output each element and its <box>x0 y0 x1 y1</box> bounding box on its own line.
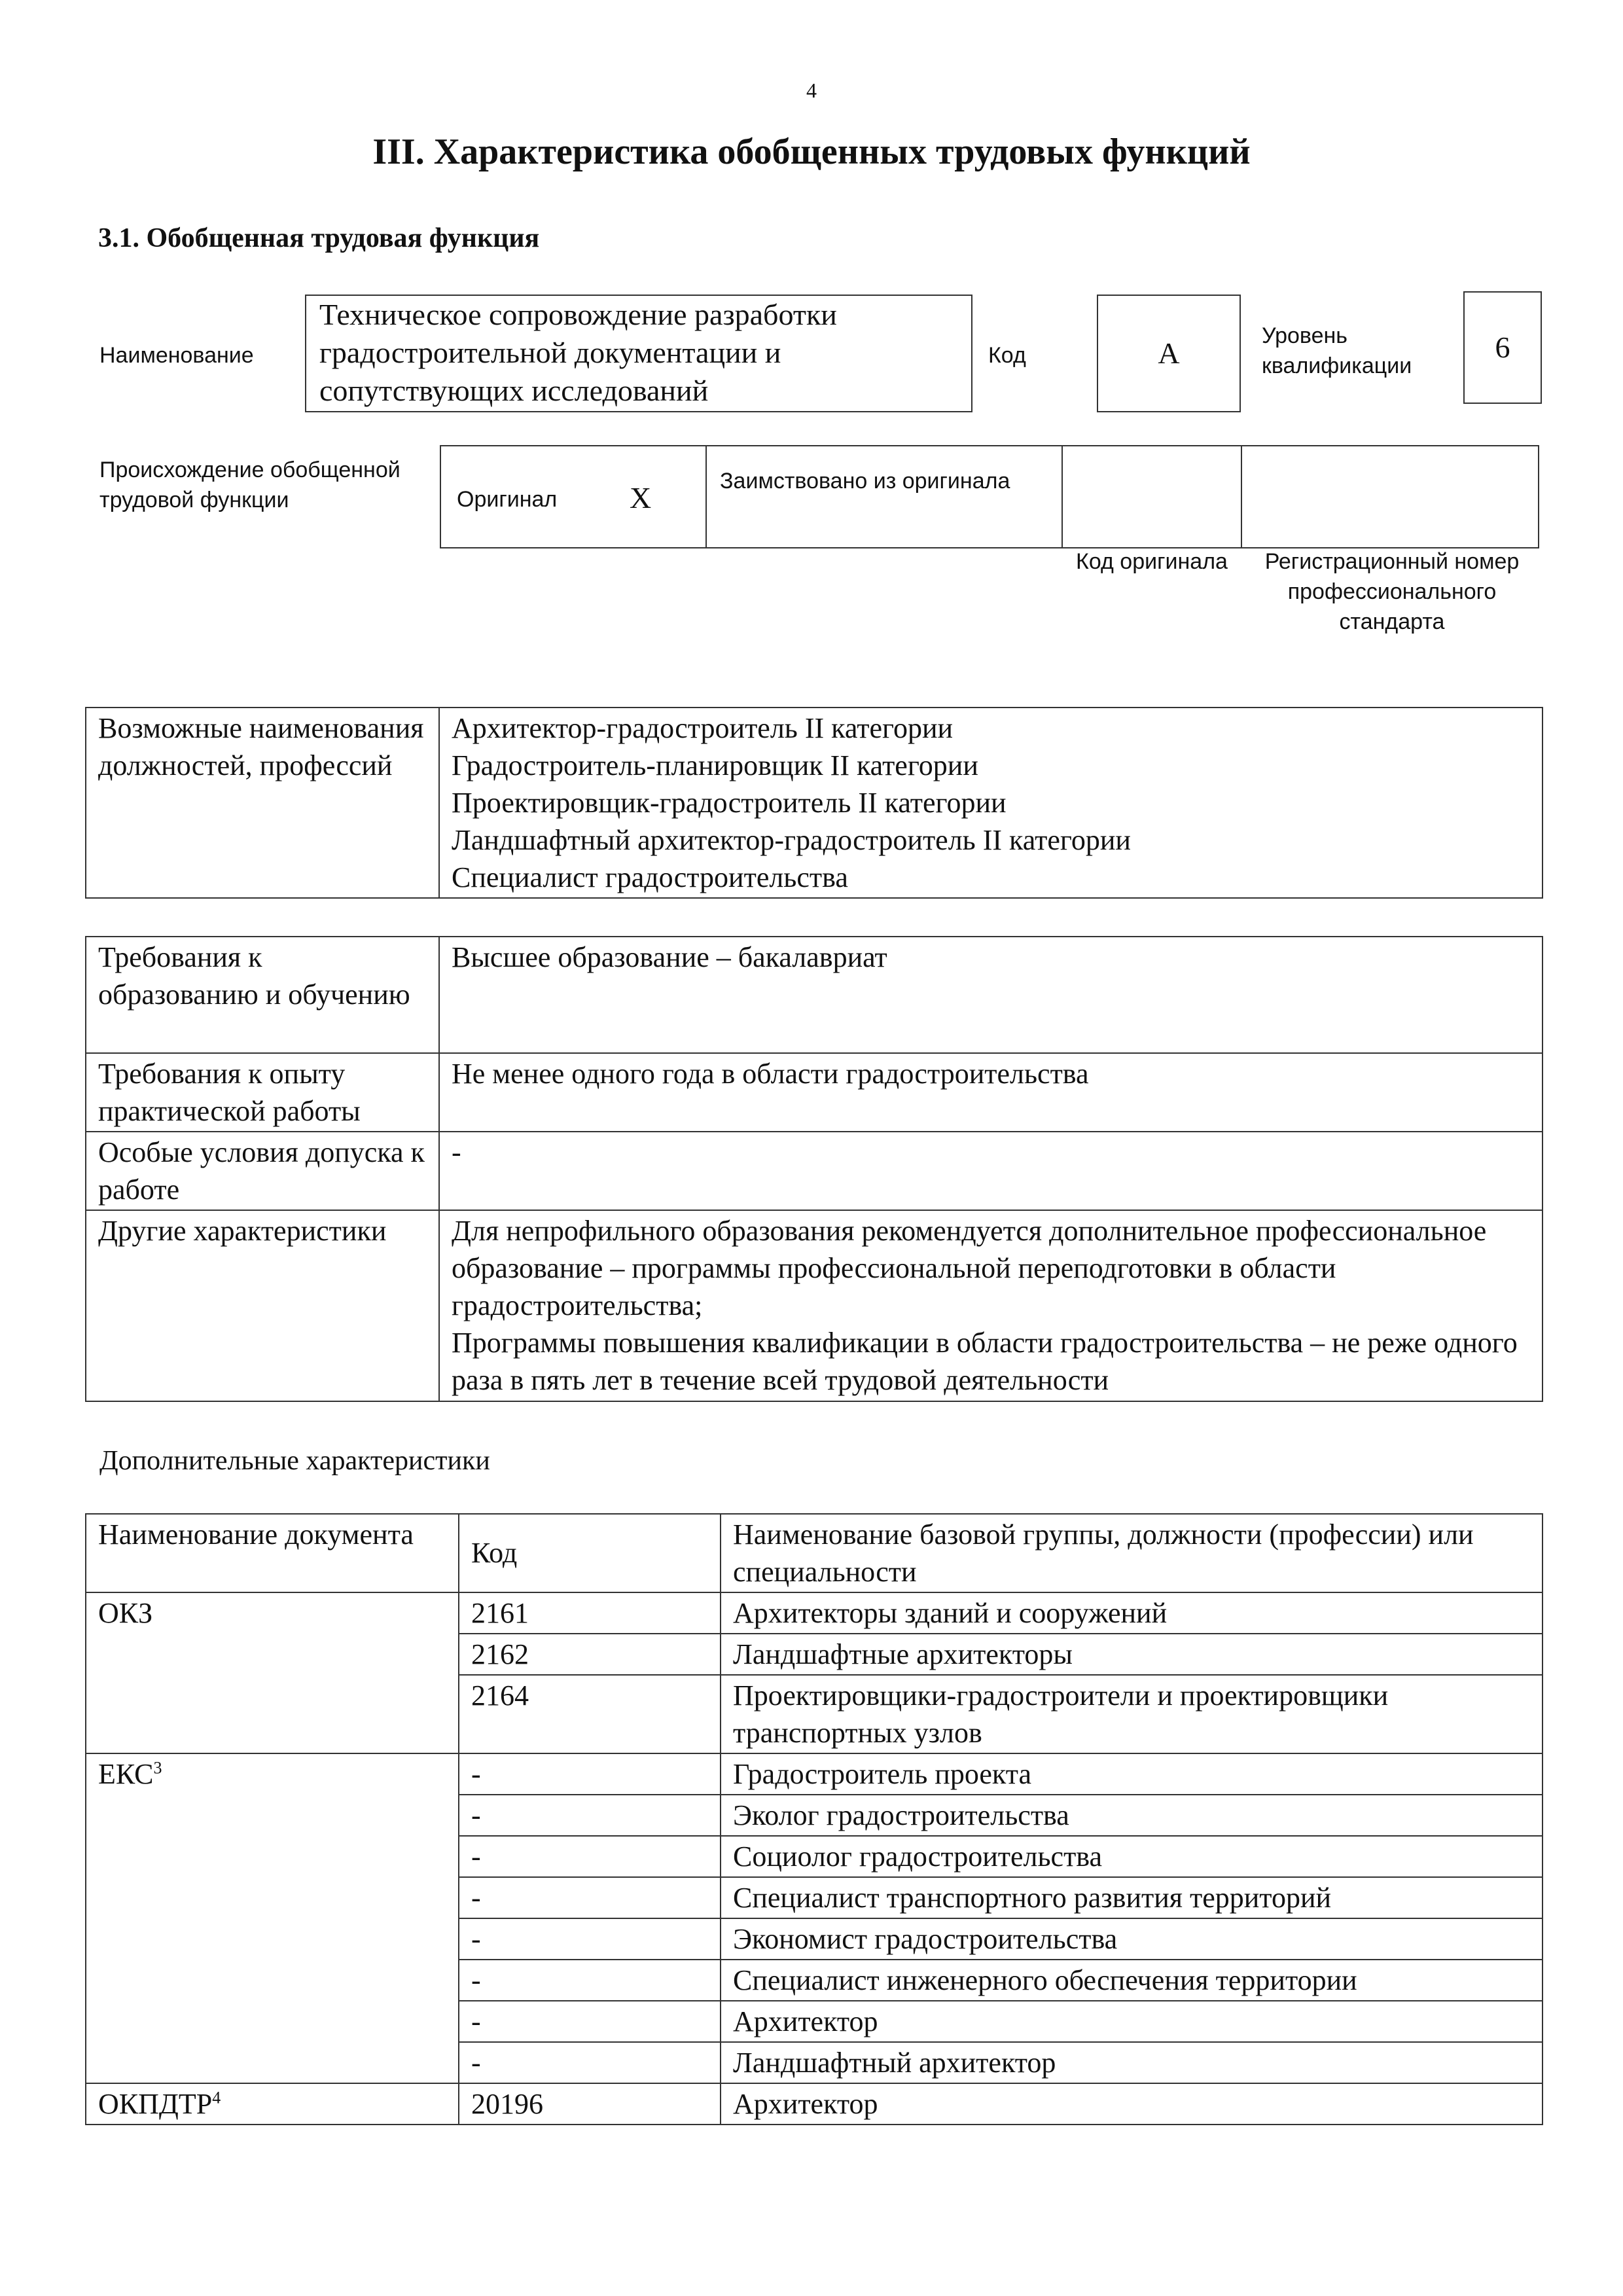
header-name: Наименование базовой группы, должности (профессии) или специальности <box>721 1514 1543 1592</box>
doc-cell <box>86 2083 459 2125</box>
footnote-mark: 4 <box>212 2088 221 2108</box>
page-title: III. Характеристика обобщенных трудовых функций <box>372 132 1251 172</box>
code-cell: 2162 <box>459 1634 721 1675</box>
section-title: 3.1. Обобщенная трудовая функция <box>98 223 540 253</box>
page-number: 4 <box>806 79 817 102</box>
requirement-label: Требования к образованию и обучению <box>86 937 439 1053</box>
doc-name: ОКЗ <box>98 1597 153 1629</box>
name-cell: Проектировщики-градостроители и проектировщики транспортных узлов <box>721 1675 1543 1753</box>
reg-caption: Регистрационный номер профессионального стандарта <box>1264 549 1520 634</box>
original-label: Оригинал <box>457 487 558 512</box>
doc-name: ЕКС <box>98 1758 154 1790</box>
code-cell: - <box>459 1753 721 1795</box>
name-cell: Социолог градостроительства <box>721 1836 1543 1877</box>
table-row <box>86 1210 1543 1401</box>
additional-title: Дополнительные характеристики <box>99 1446 490 1476</box>
positions-list <box>439 708 1543 898</box>
origin-divider <box>705 445 707 548</box>
code-cell: 20196 <box>459 2083 721 2125</box>
name-label: Наименование <box>99 343 254 368</box>
name-cell: Архитектор <box>721 2001 1543 2042</box>
name-cell: Градостроитель проекта <box>721 1753 1543 1795</box>
name-cell: Архитекторы зданий и сооружений <box>721 1592 1543 1634</box>
position-item: Архитектор-градостроитель II категории <box>452 712 954 744</box>
table-row <box>86 1053 1543 1132</box>
header-doc: Наименование документа <box>86 1514 459 1592</box>
code-cell: - <box>459 1918 721 1960</box>
name-value: Техническое сопровождение разработки градостроительной документации и сопутствующих исследований <box>305 295 972 412</box>
table-row <box>86 1753 1543 1795</box>
table-row <box>86 2083 1543 2125</box>
doc-cell <box>86 1592 459 1753</box>
code-label: Код <box>988 343 1026 368</box>
additional-table <box>85 1513 1543 2125</box>
positions-label: Возможные наименования должностей, профессий <box>86 708 439 898</box>
origin-box <box>440 445 1539 548</box>
requirements-table <box>85 936 1543 1402</box>
requirement-label: Требования к опыту практической работы <box>86 1053 439 1132</box>
code-cell: 2161 <box>459 1592 721 1634</box>
name-cell: Эколог градостроительства <box>721 1795 1543 1836</box>
requirement-value: Не менее одного года в области градостроительства <box>439 1053 1543 1132</box>
code-cell: 2164 <box>459 1675 721 1753</box>
code-value: А <box>1097 295 1241 412</box>
borrowed-label: Заимствовано из оригинала <box>720 469 1010 493</box>
code-cell: - <box>459 1795 721 1836</box>
table-row <box>86 1132 1543 1210</box>
origin-divider <box>1061 445 1063 548</box>
code-cell: - <box>459 2042 721 2083</box>
position-item: Специалист градостроительства <box>452 861 848 893</box>
position-item: Проектировщик-градостроитель II категории <box>452 787 1007 819</box>
position-item: Ландшафтный архитектор-градостроитель II категории <box>452 824 1131 856</box>
code-cell: - <box>459 1836 721 1877</box>
name-cell: Ландшафтный архитектор <box>721 2042 1543 2083</box>
doc-name: ОКПДТР <box>98 2088 213 2120</box>
code-caption: Код оригинала <box>1076 549 1228 574</box>
name-cell: Специалист транспортного развития территорий <box>721 1877 1543 1918</box>
requirement-value: Высшее образование – бакалавриат <box>439 937 1543 1053</box>
original-mark: Х <box>630 481 652 514</box>
origin-label: Происхождение обобщенной трудовой функции <box>99 457 401 512</box>
name-cell: Ландшафтные архитекторы <box>721 1634 1543 1675</box>
table-row <box>86 937 1543 1053</box>
requirement-value: Для непрофильного образования рекомендуется дополнительное профессиональное образование – программы профессиональной переподготовки в области градостроительства; Программы повышения квалификации в области градостроительства – не реже одного раза в пять лет в течение всей трудовой деятельности <box>439 1210 1543 1401</box>
code-cell: - <box>459 1960 721 2001</box>
table-row <box>86 1592 1543 1634</box>
code-cell: - <box>459 2001 721 2042</box>
positions-table <box>85 707 1543 899</box>
requirement-label: Другие характеристики <box>86 1210 439 1401</box>
origin-divider <box>1241 445 1242 548</box>
position-item: Градостроитель-планировщик II категории <box>452 749 978 781</box>
footnote-mark: 3 <box>153 1758 162 1778</box>
doc-cell <box>86 1753 459 2083</box>
level-value: 6 <box>1463 291 1542 404</box>
requirement-label: Особые условия допуска к работе <box>86 1132 439 1210</box>
name-cell: Архитектор <box>721 2083 1543 2125</box>
level-label: Уровень квалификации <box>1262 323 1412 378</box>
name-cell: Экономист градостроительства <box>721 1918 1543 1960</box>
requirement-value: - <box>439 1132 1543 1210</box>
header-code: Код <box>459 1514 721 1592</box>
table-header-row <box>86 1514 1543 1592</box>
name-cell: Специалист инженерного обеспечения территории <box>721 1960 1543 2001</box>
code-cell: - <box>459 1877 721 1918</box>
